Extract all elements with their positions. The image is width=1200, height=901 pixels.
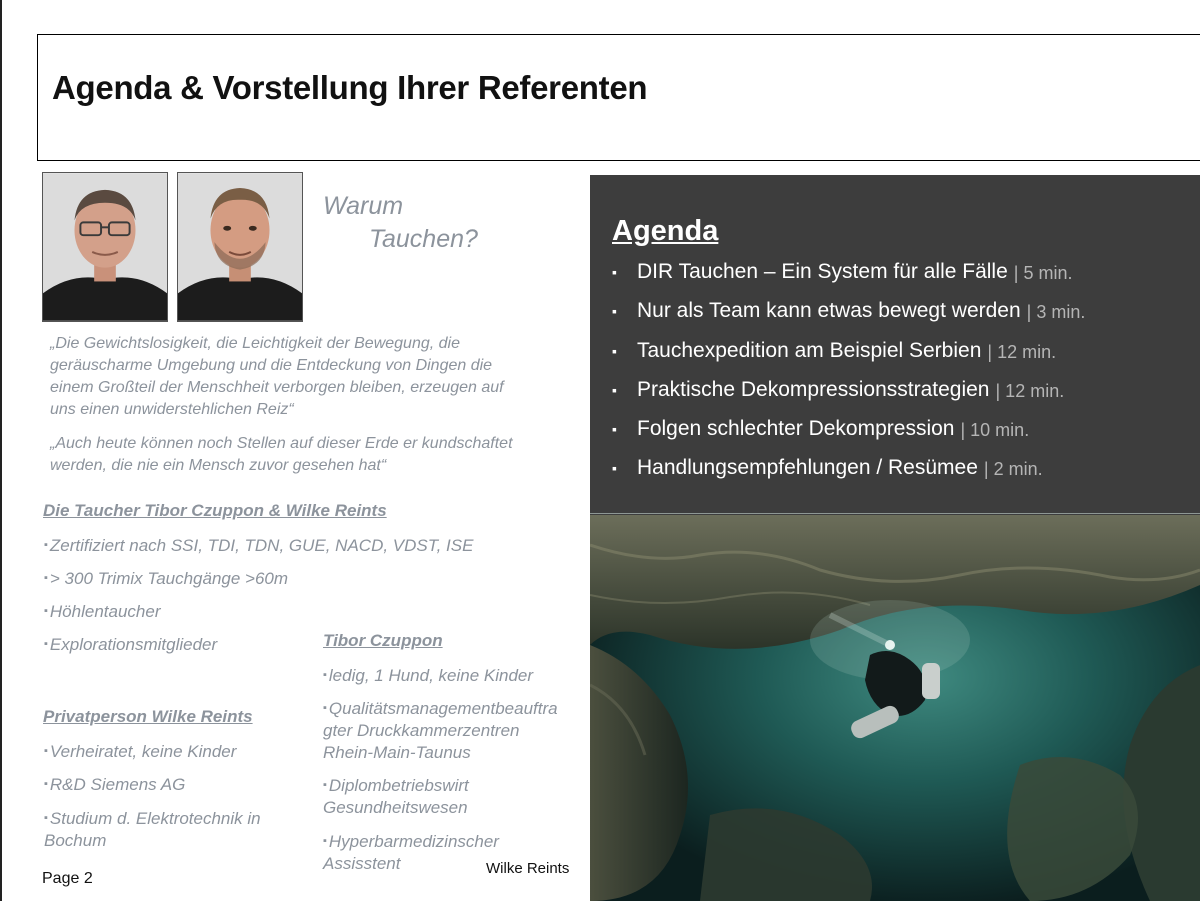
bullet-square-icon: ▪	[44, 812, 48, 824]
quote-line: „Auch heute können noch Stellen auf dieser Erde er kundschaftet	[50, 435, 513, 452]
cave-diver-photo	[590, 515, 1200, 901]
cave-diver-image	[590, 515, 1200, 901]
bullet-square-icon: ▪	[44, 778, 48, 790]
wilke-heading: Privatperson Wilke Reints	[43, 707, 253, 726]
bullet-square-icon: ▪	[612, 460, 617, 477]
tibor-item: ▪ Hyperbarmedizinscher Assisstent	[323, 832, 499, 873]
photo-wilke-reints	[177, 172, 303, 322]
left-border-rule	[0, 0, 2, 901]
portrait-image	[178, 173, 302, 321]
bullet-square-icon: ▪	[44, 638, 48, 650]
tibor-item: ▪ Qualitätsmanagementbeauftra gter Druckkammerzentren Rhein-Main-Taunus	[323, 699, 558, 762]
agenda-title: Agenda	[612, 215, 719, 247]
quote-line: einem Großteil der Menschheit verborgen bleiben, erzeugen auf	[50, 379, 504, 396]
photo-tibor-czuppon	[42, 172, 168, 322]
divers-heading: Die Taucher Tibor Czuppon & Wilke Reints	[43, 501, 387, 520]
portrait-image	[43, 173, 167, 321]
wilke-item: ▪ Verheiratet, keine Kinder	[44, 742, 237, 761]
bullet-square-icon: ▪	[44, 605, 48, 617]
bullet-square-icon: ▪	[612, 381, 617, 398]
bullet-square-icon: ▪	[44, 539, 48, 551]
agenda-item: ▪ Praktische Dekompressionsstrategien | 12 min.	[612, 377, 1065, 401]
quote-line: werden, die nie ein Mensch zuvor gesehen hat“	[50, 457, 387, 474]
panel-divider	[590, 513, 1200, 514]
page-title: Agenda & Vorstellung Ihrer Referenten	[52, 69, 648, 106]
wilke-item: ▪ R&D Siemens AG	[44, 775, 186, 794]
agenda-item: ▪ Handlungsempfehlungen / Resümee | 2 min.	[612, 456, 1043, 480]
bullet-square-icon: ▪	[323, 702, 327, 714]
quote-line: „Die Gewichtslosigkeit, die Leichtigkeit der Bewegung, die	[50, 335, 460, 352]
footer-author: Wilke Reints	[486, 860, 570, 877]
agenda-item: ▪ DIR Tauchen – Ein System für alle Fälle | 5 min.	[612, 260, 1073, 283]
divers-item: ▪ Höhlentaucher	[44, 602, 161, 621]
bullet-square-icon: ▪	[323, 669, 327, 681]
bullet-square-icon: ▪	[612, 342, 617, 359]
agenda-item: ▪ Nur als Team kann etwas bewegt werden | 3 min.	[612, 299, 1086, 323]
quote-line: uns einen unwiderstehlichen Reiz“	[50, 401, 294, 418]
page-number: Page 2	[42, 870, 93, 887]
bullet-square-icon: ▪	[612, 421, 617, 438]
tibor-item: ▪ Diplombetriebswirt Gesundheitswesen	[323, 776, 469, 817]
agenda-item: ▪ Folgen schlechter Dekompression | 10 min.	[612, 417, 1030, 441]
tibor-heading: Tibor Czuppon	[323, 631, 443, 650]
agenda-list	[612, 260, 1085, 496]
wilke-item: ▪ Studium d. Elektrotechnik in Bochum	[44, 809, 261, 850]
divers-item: ▪ Zertifiziert nach SSI, TDI, TDN, GUE, NACD, VDST, ISE	[44, 536, 474, 555]
bullet-square-icon: ▪	[612, 264, 617, 280]
divers-item: ▪ > 300 Trimix Tauchgänge >60m	[44, 569, 289, 588]
bullet-square-icon: ▪	[323, 779, 327, 791]
tibor-item: ▪ ledig, 1 Hund, keine Kinder	[323, 666, 534, 685]
quote-1	[50, 333, 590, 421]
warum-line-2: Tauchen?	[369, 225, 478, 253]
warum-line-1: Warum	[323, 192, 404, 220]
bullet-square-icon: ▪	[323, 835, 327, 847]
agenda-panel	[590, 175, 1200, 515]
divers-item: ▪ Explorationsmitglieder	[44, 635, 218, 654]
title-box	[37, 34, 1200, 161]
bullet-square-icon: ▪	[44, 745, 48, 757]
bullet-square-icon: ▪	[44, 572, 48, 584]
quote-line: geräuscharme Umgebung und die Entdeckung von Dingen die	[50, 357, 493, 374]
bullet-square-icon: ▪	[612, 303, 617, 320]
agenda-item: ▪ Tauchexpedition am Beispiel Serbien | 12 min.	[612, 338, 1057, 362]
quote-2	[50, 433, 590, 477]
